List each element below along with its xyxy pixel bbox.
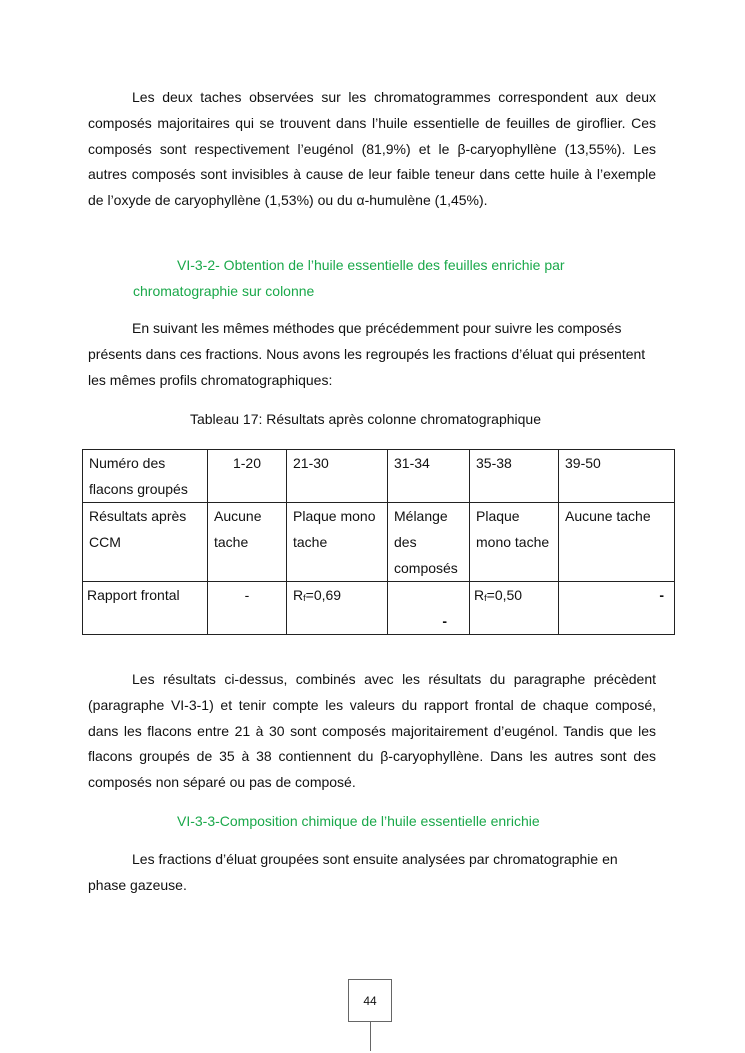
row-header-flacons: Numéro des flacons groupés xyxy=(83,450,208,503)
cell-flacons-35-38: 35-38 xyxy=(470,450,559,503)
cell-ccm-1-20: Aucune tache xyxy=(208,503,287,582)
section-heading-vi-3-3: VI-3-3-Composition chimique de l’huile essentielle enrichie xyxy=(177,813,540,829)
table-row xyxy=(83,582,675,635)
rf-subscript: f xyxy=(303,593,306,603)
cell-flacons-39-50: 39-50 xyxy=(559,450,675,503)
paragraph-chromatogram-spots: Les deux taches observées sur les chromatogrammes correspondent aux deux composés majoritaires qui se trouvent dans l’huile essentielle de feuilles de giroflier. Ces composés sont respectivement l’eugénol (81,9%) et le β-caryophyllène (13,55%). Les autres composés sont invisibles à cause de leur faible teneur dans cette huile à l’exemple de l’oxyde de caryophyllène (1,53%) ou du α-humulène (1,45%). xyxy=(88,89,656,209)
rf-subscript: f xyxy=(484,593,487,603)
cell-rf-1-20: - xyxy=(208,582,287,635)
row-header-rapport-frontal: Rapport frontal xyxy=(83,582,208,635)
cell-rf-35-38 xyxy=(470,582,559,635)
table-row xyxy=(83,503,675,582)
section-heading-vi-3-2-line2: chromatographie sur colonne xyxy=(133,283,315,299)
cell-flacons-1-20: 1-20 xyxy=(208,450,287,503)
paragraph-results-discussion: Les résultats ci-dessus, combinés avec les résultats du paragraphe précèdent (paragraphe VI-3-1) et tenir compte les valeurs du rapport frontal de chaque composé, dans les flacons entre 21 à 30 sont composés majoritairement d’eugénol. Tandis que les flacons groupés de 35 à 38 contiennent du β-caryophyllène. Dans les autres sont des composés non séparé ou pas de composé. xyxy=(88,671,656,791)
paragraph-gas-chromatography: Les fractions d’éluat groupées sont ensuite analysées par chromatographie en phase gazeuse. xyxy=(88,851,618,893)
results-table xyxy=(82,449,675,635)
paragraph-fraction-grouping: En suivant les mêmes méthodes que précédemment pour suivre les composés présents dans ces fractions. Nous avons les regroupés les fractions d’éluat qui présentent les mêmes profils chromatographiques: xyxy=(88,320,646,388)
cell-rf-39-50: - xyxy=(559,582,675,635)
cell-rf-21-30 xyxy=(287,582,388,635)
rf-symbol: R xyxy=(293,587,304,603)
cell-ccm-21-30: Plaque mono tache xyxy=(287,503,388,582)
row-header-ccm: Résultats après CCM xyxy=(83,503,208,582)
page-number-divider xyxy=(370,1022,371,1051)
rf-symbol: R xyxy=(474,587,485,603)
cell-ccm-39-50: Aucune tache xyxy=(559,503,675,582)
cell-rf-31-34: - xyxy=(388,582,470,635)
table-row xyxy=(83,450,675,503)
section-heading-vi-3-2-line1: VI-3-2- Obtention de l’huile essentielle des feuilles enrichie par xyxy=(177,257,565,273)
rf-value: =0,50 xyxy=(486,587,523,603)
cell-flacons-31-34: 31-34 xyxy=(388,450,470,503)
cell-ccm-31-34: Mélange des composés xyxy=(388,503,470,582)
table-caption: Tableau 17: Résultats après colonne chromatographique xyxy=(189,411,541,427)
cell-ccm-35-38: Plaque mono tache xyxy=(470,503,559,582)
cell-flacons-21-30: 21-30 xyxy=(287,450,388,503)
rf-value: =0,69 xyxy=(305,587,342,603)
page-number: 44 xyxy=(348,979,392,1022)
